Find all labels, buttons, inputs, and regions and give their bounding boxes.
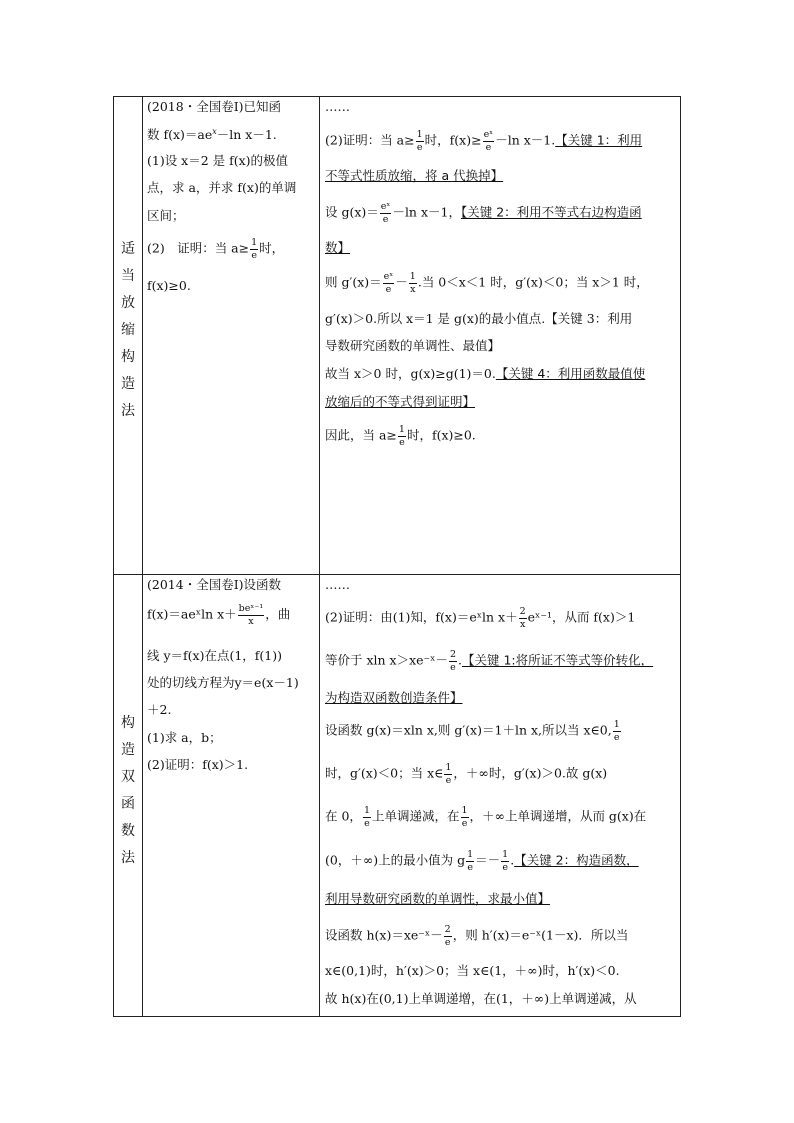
problem-line: ＋2. [147,702,172,717]
solution-line: 因此，当 a≥ $\frac{1}{e}$ 时，f(x)≥0. [325,424,476,448]
solution-line: (0，＋∞)上的最小值为 g $\frac{1}{e}$ ＝－ $\frac{1}{e}$ .【关键 2：构造函数， [325,849,639,873]
table-border-top [113,96,681,97]
table-border-bottom [113,1016,681,1017]
solution-line: g′(x)＞0.所以 x＝1 是 g(x)的最小值点.【关键 3：利用 [325,311,633,326]
key-note: 【关键 4：利用函数最值使 [495,366,646,381]
solution-line: 设 g(x)＝ $\frac{\text{eˣ}}{e}$ －ln x－1，【关键 2：利用不等式右边构造函 [325,201,642,225]
fraction: $\frac{\text{eˣ}}{e}$ [383,271,394,295]
problem-line: (2) 证明：当 a≥ $\frac{1}{e}$ 时， [147,237,285,261]
fraction: $\frac{\text{eˣ}}{e}$ [483,129,494,153]
ellipsis: …… [325,99,350,114]
solution-line: 故 h(x)在(0,1)上单调递增，在(1，＋∞)上单调递减，从 [325,991,637,1006]
fraction: $\frac{1}{x}$ [409,271,416,295]
key-note: 放缩后的不等式得到证明】 [325,394,476,409]
problem-line: 点，求 a，并求 f(x)的单调 [147,180,297,195]
problem-line: f(x)＝aeˣln x＋ beˣ⁻¹ x ，曲 [147,603,291,627]
fraction: $\frac{1}{e}$ [416,129,423,153]
key-note: 利用导数研究函数的单调性，求最小值】 [325,891,551,906]
fraction: $\frac{1}{e}$ [251,237,258,261]
solution-line: 设函数 g(x)＝xln x,则 g′(x)＝1＋ln x,所以当 x∈0, $\frac{1}{e}$ [325,719,620,743]
fraction: $\frac{2}{x}$ [519,606,526,630]
solution-line: 在 0， $\frac{1}{e}$ 上单调递减，在 $\frac{1}{e}$ ，＋∞上单调递增，从而 g(x)在 [325,805,647,829]
problem-line: 区间； [147,208,185,223]
problem-line: 线 y＝f(x)在点(1，f(1)) [147,648,283,663]
fraction: $\frac{1}{e}$ [613,719,620,743]
row-separator [113,574,681,575]
problem-source: (2018・全国卷Ⅰ)已知函 [147,99,282,114]
fraction: $\frac{1}{e}$ [445,762,452,786]
fraction: $\frac{1}{e}$ [461,805,468,829]
ellipsis: …… [325,577,350,592]
key-note: 不等式性质放缩，将 a 代换掉】 [325,168,504,183]
solution-line: x∈(0,1)时，h′(x)＞0；当 x∈(1，＋∞)时，h′(x)＜0. [325,963,620,978]
method-label-row2: 构 造 双 函 数 法 [121,715,135,866]
problem-line: f(x)≥0. [147,278,191,293]
problem-line: (1)求 a，b； [147,730,222,745]
solution-line: 时，g′(x)＜0；当 x∈ $\frac{1}{e}$ ，＋∞时，g′(x)＞0.故 g(x) [325,762,608,786]
fraction: $\frac{1}{e}$ [363,805,370,829]
solution-line: 设函数 h(x)＝xe⁻ˣ－ $\frac{2}{e}$ ，则 h′(x)＝e⁻ˣ(1－x)．所以当 [325,924,629,948]
key-note: 【关键 2：利用不等式右边构造函 [460,204,642,220]
table-border-left [113,96,114,1017]
fraction: beˣ⁻¹ x [238,603,264,627]
solution-line: 故当 x＞0 时，g(x)≥g(1)＝0.【关键 4：利用函数最值使 [325,366,646,381]
problem-line: (2)证明：f(x)＞1. [147,757,249,772]
solution-line: 则 g′(x)＝ $\frac{\text{eˣ}}{e}$ － $\frac{1}{x}$ .当 0＜x＜1 时，g′(x)＜0；当 x＞1 时， [325,271,649,295]
key-note: 数】 [325,240,351,255]
fraction: $\frac{\text{eˣ}}{e}$ [380,201,391,225]
problem-line: 数 $f(x)=ae^x-\ln$ x－1. [147,127,277,143]
fraction: $\frac{2}{e}$ [449,649,456,673]
table-border-right [680,96,681,1017]
table-divider-1 [142,96,143,1017]
key-note: 【关键 1：利用 [555,132,643,148]
solution-line: (2)证明：由(1)知，f(x)＝eˣln x＋ $\frac{2}{x}$ eˣ⁻¹，从而 f(x)＞1 [325,606,636,630]
fraction: $\frac{2}{e}$ [444,924,451,948]
problem-line: 处的切线方程为y＝e(x－1) [147,675,299,690]
method-label-row1: 适 当 放 缩 构 造 法 [121,241,135,419]
key-note: 【关键 1:将所证不等式等价转化， [461,652,654,668]
solution-line: 导数研究函数的单调性、最值】 [325,338,501,353]
problem-source: (2014・全国卷Ⅰ)设函数 [147,577,282,592]
table-divider-2 [319,96,320,1017]
fraction: $\frac{1}{e}$ [502,849,509,873]
key-note: 为构造双函数创造条件】 [325,690,463,705]
fraction: $\frac{1}{e}$ [398,424,405,448]
problem-line: (1)设 x＝2 是 f(x)的极值 [147,153,289,168]
solution-line: 等价于 xln x＞xe⁻ˣ－ $\frac{2}{e}$ .【关键 1:将所证不等式等价转化， [325,649,654,673]
fraction: $\frac{1}{e}$ [467,849,474,873]
solution-line: (2)证明：当 a≥ $\frac{1}{e}$ 时，f(x)≥ $\frac{\text{eˣ}}{e}$ －ln x－1.【关键 1：利用 [325,129,643,153]
key-note: 【关键 2：构造函数， [514,852,639,868]
